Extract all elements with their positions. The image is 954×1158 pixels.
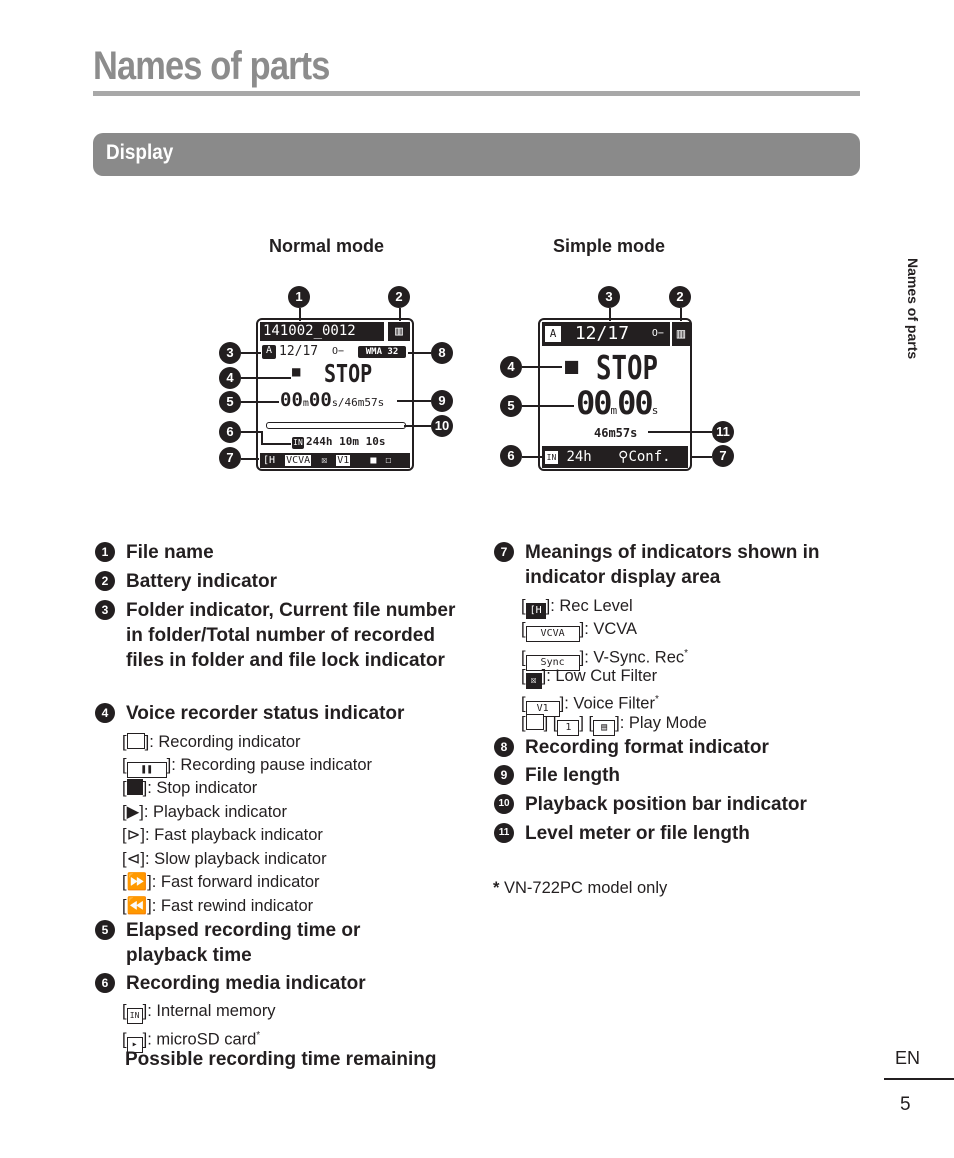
play-mode-indicator-2: ☐	[385, 455, 392, 466]
format-badge: WMA 32	[358, 346, 406, 358]
simple-leader-11	[648, 431, 712, 433]
indicator-desc: : Fast playback indicator	[145, 826, 323, 844]
simple-callout-6: 6	[500, 445, 522, 467]
indicator-desc: : Voice Filter	[564, 694, 655, 713]
leader-9	[397, 400, 431, 402]
item-indicator-area	[494, 540, 854, 590]
footnote-mark: *	[684, 648, 689, 659]
callout-6: 6	[219, 421, 241, 443]
simple-folder-icon: A	[545, 326, 561, 342]
callout-1: 1	[288, 286, 310, 308]
vsync-line: [ Sync ]: V-Sync. Rec*	[521, 642, 688, 671]
leader-8	[408, 352, 431, 354]
voice-filter-icon: V1	[526, 701, 560, 717]
item-number: 7	[494, 542, 514, 562]
language-label: EN	[895, 1048, 921, 1068]
item-label: File name	[126, 542, 214, 563]
battery-icon: ▥	[388, 322, 410, 341]
section-bar	[93, 133, 860, 176]
slow-play-icon: ⊲	[126, 850, 141, 868]
elapsed-seconds: 00	[308, 389, 332, 411]
simple-leader-2	[680, 308, 682, 321]
simple-callout-3: 3	[598, 286, 620, 308]
item-number: 5	[95, 920, 115, 940]
elapsed-time	[280, 389, 384, 411]
item-label: Recording format indicator	[525, 737, 769, 758]
leader-6a	[241, 431, 261, 433]
vcva-indicator: VCVA	[286, 455, 311, 466]
footnote-mark: *	[256, 1030, 261, 1041]
item-label: Elapsed recording time or playback time	[126, 920, 361, 966]
item-status	[95, 701, 475, 726]
footnote	[493, 879, 667, 898]
pause-indicator-line: [ ❚❚ ]: Recording pause indicator	[122, 754, 372, 778]
fast-rewind-icon: ⏪	[126, 897, 148, 915]
simple-battery-icon: ▥	[672, 322, 690, 346]
file-name-bar: 141002_0012	[260, 322, 384, 341]
simple-elapsed-minutes: 00	[576, 384, 611, 422]
simple-lock-icon: O−	[651, 328, 664, 339]
simple-file-count: 12/17	[574, 323, 630, 344]
lock-icon: O−	[332, 346, 345, 357]
elapsed-m-unit: m	[302, 398, 309, 409]
fast-playback-indicator-line: [⊳]: Fast playback indicator	[122, 826, 323, 844]
simple-elapsed-seconds: 00	[617, 384, 652, 422]
fast-forward-icon: ⏩	[126, 873, 148, 891]
remaining-time: 244h 10m 10s	[306, 435, 386, 448]
leader-2	[399, 308, 401, 321]
fast-forward-indicator-line: [⏩]: Fast forward indicator	[122, 873, 320, 891]
item-number: 11	[494, 823, 514, 843]
item-label: Recording media indicator	[126, 973, 366, 994]
item-label: File length	[525, 765, 620, 786]
pause-icon: ❚❚	[127, 762, 167, 778]
page-title: Names of parts	[93, 44, 330, 88]
footnote-text: VN-722PC model only	[504, 879, 668, 897]
vcva-line: [ VCVA ]: VCVA	[521, 618, 637, 642]
side-tab: Names of parts	[905, 258, 921, 360]
leader-3	[241, 352, 261, 354]
elapsed-minutes: 00	[280, 389, 303, 411]
indicator-desc: : Recording indicator	[149, 733, 301, 751]
item-media	[95, 971, 475, 996]
file-length: /46m57s	[337, 396, 385, 409]
microsd-icon: ▸	[127, 1037, 143, 1053]
simple-top-bar	[542, 322, 670, 346]
simple-elapsed-m-unit: m	[610, 404, 618, 417]
normal-mode-display	[256, 318, 414, 471]
status-text: STOP	[324, 359, 373, 388]
leader-1	[299, 308, 301, 321]
stop-indicator-line: [ ]: Stop indicator	[122, 779, 258, 797]
page-number: 5	[900, 1094, 911, 1115]
item-position-bar	[494, 792, 854, 817]
rec-level-line: [ [H ]: Rec Level	[521, 595, 633, 619]
simple-leader-4	[522, 366, 562, 368]
item-number: 10	[494, 794, 514, 814]
simple-remaining-time: 24h	[566, 449, 592, 465]
item-number: 1	[95, 542, 115, 562]
microsd-line: [ ▸ ]: microSD card*	[122, 1024, 260, 1053]
item-number: 2	[95, 571, 115, 591]
footnote-asterisk: *	[493, 879, 500, 897]
simple-internal-memory-icon: IN	[546, 453, 557, 462]
vsync-icon: Sync	[526, 655, 580, 671]
item-label: Meanings of indicators shown in indicator display area	[525, 542, 820, 588]
callout-3: 3	[219, 342, 241, 364]
indicator-desc: : Internal memory	[147, 1002, 276, 1020]
normal-mode-label: Normal mode	[269, 236, 385, 256]
simple-mode-label: Simple mode	[553, 236, 666, 256]
indicator-desc: : Slow playback indicator	[145, 850, 327, 868]
stop-icon	[127, 779, 143, 795]
stop-icon: ■	[292, 364, 301, 380]
item-battery	[95, 569, 475, 594]
item-label: Voice recorder status indicator	[126, 703, 405, 724]
item-label: Playback position bar indicator	[525, 794, 807, 815]
item-file-name	[95, 540, 475, 565]
play-mode-indicator: ■	[370, 455, 377, 466]
item-format	[494, 735, 854, 760]
simple-leader-7	[690, 456, 712, 458]
indicator-desc: : Stop indicator	[147, 779, 258, 797]
vcva-icon: VCVA	[526, 626, 580, 642]
possible-time-label: Possible recording time remaining	[125, 1049, 437, 1070]
simple-callout-2: 2	[669, 286, 691, 308]
item-folder	[95, 598, 465, 673]
callout-2: 2	[388, 286, 410, 308]
simple-elapsed-time	[576, 384, 658, 422]
simple-file-length: 46m57s	[594, 426, 638, 440]
item-label: Battery indicator	[126, 571, 277, 592]
simple-callout-5: 5	[500, 395, 522, 417]
indicator-desc: : Low Cut Filter	[546, 667, 658, 685]
play-mode-one-icon: 1	[557, 720, 579, 736]
callout-4: 4	[219, 367, 241, 389]
elapsed-s-unit: s	[331, 398, 338, 409]
indicator-desc: : Fast forward indicator	[151, 873, 320, 891]
item-number: 9	[494, 765, 514, 785]
rec-level-indicator: [H	[263, 455, 276, 466]
indicator-area	[260, 453, 410, 468]
slow-playback-indicator-line: [⊲]: Slow playback indicator	[122, 850, 327, 868]
simple-leader-6	[522, 456, 542, 458]
internal-memory-icon: IN	[127, 1008, 143, 1024]
play-mode-all-icon	[526, 714, 544, 730]
footnote-mark: *	[654, 694, 659, 705]
leader-10	[404, 425, 431, 427]
low-cut-line: [ ☒ ]: Low Cut Filter	[521, 665, 657, 689]
indicator-desc: : Play Mode	[619, 714, 707, 732]
playback-indicator-line: [▶]: Playback indicator	[122, 803, 287, 821]
language-rule	[884, 1078, 954, 1080]
indicator-desc: : Rec Level	[550, 597, 633, 615]
simple-callout-11: 11	[712, 421, 734, 443]
item-elapsed	[95, 918, 475, 968]
fast-play-icon: ⊳	[126, 826, 141, 844]
folder-icon: A	[262, 345, 276, 359]
indicator-desc: : microSD card	[147, 1030, 257, 1049]
callout-8: 8	[431, 342, 453, 364]
leader-4	[241, 377, 291, 379]
leader-7	[241, 458, 259, 460]
indicator-desc: : Playback indicator	[143, 803, 287, 821]
scene-label: Conf.	[628, 449, 671, 465]
item-number: 4	[95, 703, 115, 723]
recording-indicator-line: [ ]: Recording indicator	[122, 733, 301, 751]
item-file-length	[494, 763, 854, 788]
item-label: Folder indicator, Current file number in folder/Total number of recorded files in folder and file lock indicator	[126, 600, 456, 671]
simple-leader-5	[522, 405, 574, 407]
simple-callout-7: 7	[712, 445, 734, 467]
internal-memory-icon: IN	[293, 438, 303, 447]
title-rule	[93, 91, 860, 96]
simple-mode-display	[538, 318, 692, 471]
voice-filter-line: [ V1 ]: Voice Filter*	[521, 688, 659, 717]
leader-6c	[261, 443, 291, 445]
low-cut-indicator: ☒	[321, 455, 328, 466]
item-number: 3	[95, 600, 115, 620]
indicator-desc: : V-Sync. Rec	[584, 648, 685, 667]
rec-level-icon: [H	[526, 603, 546, 619]
play-icon: ▶	[126, 803, 140, 821]
leader-5	[241, 401, 279, 403]
voice-filter-indicator: V1	[337, 455, 350, 466]
simple-leader-3	[609, 308, 611, 321]
callout-7: 7	[219, 447, 241, 469]
play-mode-folder-icon: ▤	[593, 720, 615, 736]
item-number: 6	[95, 973, 115, 993]
indicator-desc: : Recording pause indicator	[171, 756, 373, 774]
callout-10: 10	[431, 415, 453, 437]
simple-stop-icon: ■	[565, 354, 579, 379]
section-title: Display	[106, 141, 174, 164]
callout-9: 9	[431, 390, 453, 412]
callout-5: 5	[219, 391, 241, 413]
record-icon	[127, 733, 145, 749]
mic-icon: ⚲	[618, 449, 629, 465]
simple-indicator-area	[542, 446, 688, 468]
progress-bar	[266, 422, 406, 429]
simple-callout-4: 4	[500, 356, 522, 378]
fast-rewind-indicator-line: [⏪]: Fast rewind indicator	[122, 897, 314, 915]
indicator-desc: : VCVA	[584, 620, 638, 638]
indicator-desc: : Fast rewind indicator	[151, 897, 314, 915]
file-count: 12/17	[279, 344, 319, 359]
simple-elapsed-s-unit: s	[651, 404, 659, 417]
item-level-meter	[494, 821, 854, 846]
low-cut-icon: ☒	[526, 673, 542, 689]
internal-memory-line: [ IN ]: Internal memory	[122, 1000, 276, 1024]
simple-status-text: STOP	[596, 348, 658, 387]
play-mode-line: [ ] [ 1 ] [ ▤ ]: Play Mode	[521, 712, 707, 736]
item-label: Level meter or file length	[525, 823, 750, 844]
item-number: 8	[494, 737, 514, 757]
